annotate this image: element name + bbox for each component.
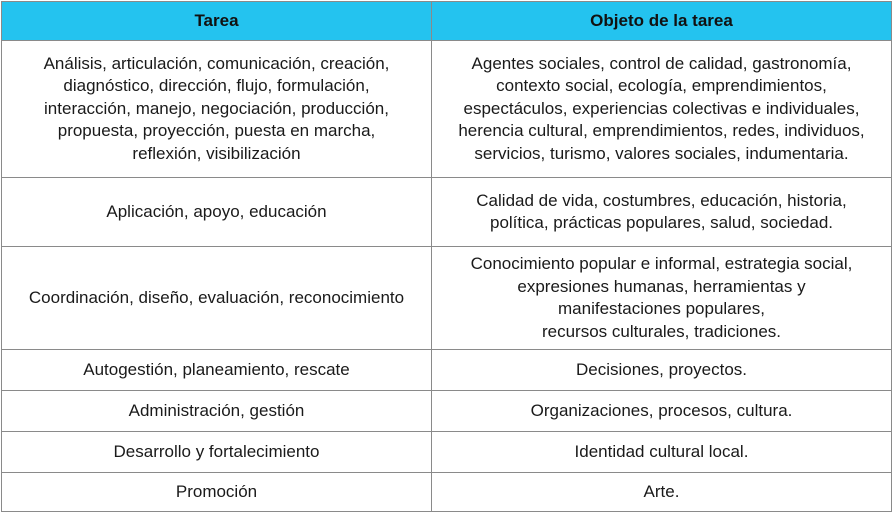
objeto-cell: Agentes sociales, control de calidad, gastronomía, contexto social, ecología, emprendimientos, espectáculos, experiencias colectivas e individuales, herencia cultural, emprendimientos, redes, individuos, servicios, turismo, valores sociales, indumentaria. (432, 41, 892, 178)
table-row (2, 473, 892, 512)
header-tarea: Tarea (2, 2, 432, 41)
objeto-cell: Calidad de vida, costumbres, educación, historia, política, prácticas populares, salud, sociedad. (432, 178, 892, 247)
objeto-cell: Arte. (432, 473, 892, 512)
table-row (2, 391, 892, 432)
objeto-cell: Conocimiento popular e informal, estrategia social, expresiones humanas, herramientas y manifestaciones populares, recursos culturales, tradiciones. (432, 247, 892, 350)
tarea-cell: Aplicación, apoyo, educación (2, 178, 432, 247)
table-header-row (2, 2, 892, 41)
table-row (2, 247, 892, 350)
objeto-cell: Decisiones, proyectos. (432, 350, 892, 391)
table-row (2, 432, 892, 473)
tarea-cell: Análisis, articulación, comunicación, creación, diagnóstico, dirección, flujo, formulación, interacción, manejo, negociación, producción, propuesta, proyección, puesta en marcha, reflexión, visibilización (2, 41, 432, 178)
table-row (2, 350, 892, 391)
tarea-cell: Promoción (2, 473, 432, 512)
header-objeto-de-la-tarea: Objeto de la tarea (432, 2, 892, 41)
table-row (2, 41, 892, 178)
objeto-cell: Identidad cultural local. (432, 432, 892, 473)
table-row (2, 178, 892, 247)
tarea-cell: Autogestión, planeamiento, rescate (2, 350, 432, 391)
tasks-table (1, 1, 892, 512)
tarea-cell: Administración, gestión (2, 391, 432, 432)
objeto-cell: Organizaciones, procesos, cultura. (432, 391, 892, 432)
tarea-cell: Desarrollo y fortalecimiento (2, 432, 432, 473)
tarea-cell: Coordinación, diseño, evaluación, reconocimiento (2, 247, 432, 350)
